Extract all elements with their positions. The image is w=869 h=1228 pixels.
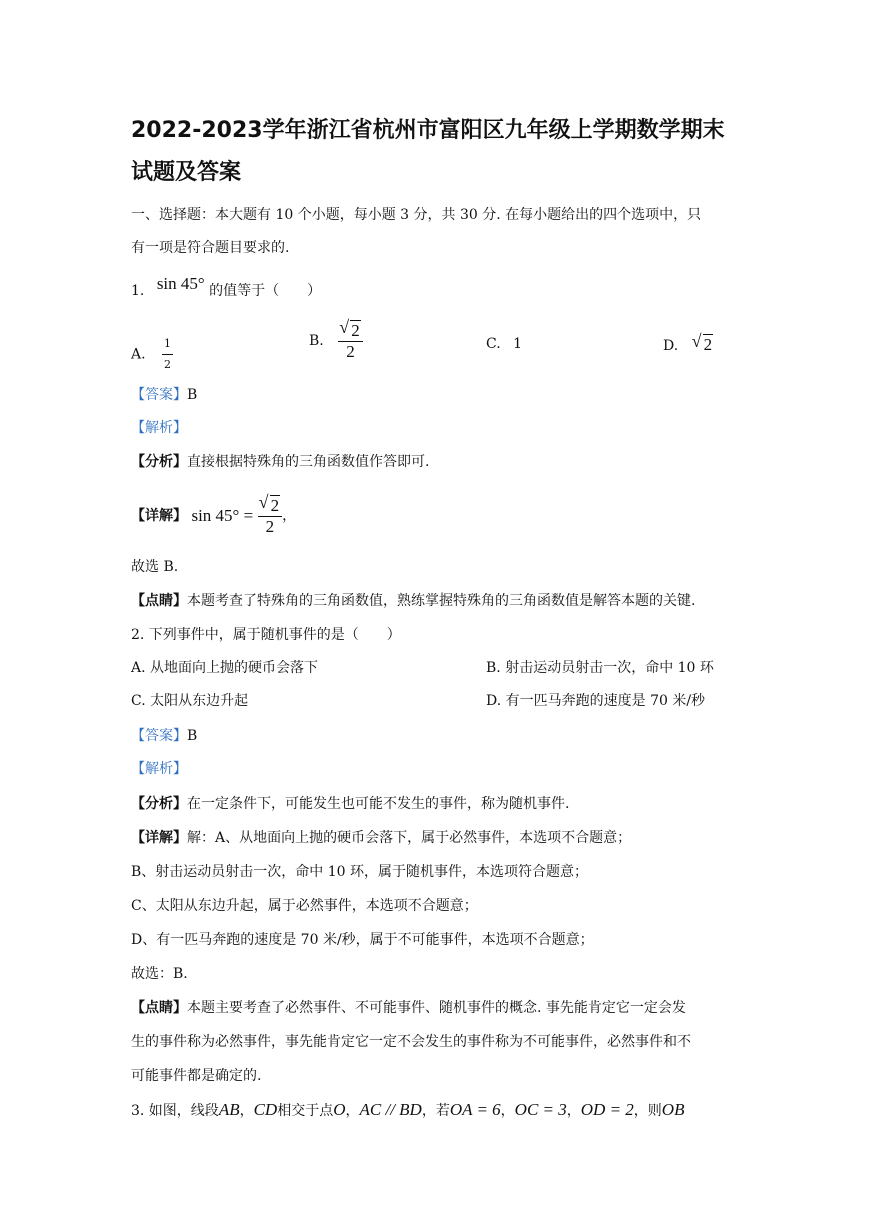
- q3-segment-ab: AB: [218, 1100, 240, 1119]
- q2-dianjing-line2: 生的事件称为必然事件，事先能肯定它一定不会发生的事件称为不可能事件，必然事件和不: [131, 1034, 691, 1050]
- q2-xiangjie-line3: C、太阳从东边升起，属于必然事件，本选项不合题意；: [131, 898, 478, 914]
- q2-fenxi: [131, 794, 569, 814]
- q1-analysis-tag: 【解析】: [131, 420, 187, 436]
- q1-dianjing-text: 本题考查了特殊角的三角函数值，熟练掌握特殊角的三角函数值是解答本题的关键.: [187, 593, 696, 609]
- q3-text-3: 相交于点: [277, 1103, 334, 1119]
- q3-text-6: ，: [500, 1103, 515, 1119]
- q1-xiangjie-tag: 【详解】: [131, 508, 187, 524]
- q2-fenxi-tag: 【分析】: [131, 796, 187, 812]
- q1-option-d: [663, 334, 713, 356]
- q1-fenxi: [131, 452, 429, 472]
- q1-expression: sin 45°: [156, 274, 205, 293]
- section1-instructions-line1: 一、选择题：本大题有 10 个小题，每小题 3 分，共 30 分. 在每小题给出的四个选项中，只: [131, 207, 702, 223]
- q3-text-7: ，: [566, 1103, 581, 1119]
- q2-xiangjie-text1: 解：A、从地面向上抛的硬币会落下，属于必然事件，本选项不合题意；: [187, 830, 632, 846]
- q3-oa: OA = 6: [449, 1100, 501, 1119]
- q1-option-b-label: B.: [309, 333, 324, 349]
- q1-option-d-radicand: 2: [703, 335, 713, 354]
- q1-xiangjie-numerator: [258, 495, 283, 517]
- q1-option-d-sqrt: [693, 335, 714, 354]
- q3-text-5: ，若: [421, 1103, 450, 1119]
- q1-option-c-label: C.: [486, 336, 501, 352]
- q2-fenxi-text: 在一定条件下，可能发生也可能不发生的事件，称为随机事件.: [187, 796, 570, 812]
- q1-answer-tag: 【答案】: [131, 387, 187, 403]
- q3-text-4: ，: [345, 1103, 360, 1119]
- q2-xiangjie-line4: D、有一匹马奔跑的速度是 70 米/秒，属于不可能事件，本选项不合题意；: [131, 932, 594, 948]
- q1-answer-value: B: [187, 387, 198, 403]
- q3-stem: [131, 1100, 684, 1121]
- q1-xiangjie-tail: ，: [282, 508, 297, 524]
- q1-xiangjie-radicand: 2: [270, 496, 280, 515]
- q2-dianjing-tag: 【点睛】: [131, 1000, 187, 1016]
- q1-option-c-value: 1: [513, 336, 523, 352]
- q2-analysis-tag: 【解析】: [131, 761, 187, 777]
- q1-answer: [131, 385, 197, 405]
- q1-choose: 故选 B.: [131, 559, 179, 575]
- q1-stem: [131, 274, 322, 301]
- q3-point-o: O: [333, 1100, 346, 1119]
- q3-text-2: ，: [239, 1103, 254, 1119]
- document-title-line1: 2022-2023学年浙江省杭州市富阳区九年级上学期数学期末: [131, 118, 725, 143]
- q2-dianjing-text1: 本题主要考查了必然事件、不可能事件、随机事件的概念. 事先能肯定它一定会发: [187, 1000, 686, 1016]
- q2-option-c: C. 太阳从东边升起: [131, 693, 249, 709]
- q1-number: 1.: [131, 283, 145, 299]
- q2-answer-tag: 【答案】: [131, 728, 187, 744]
- q3-oc: OC = 3: [514, 1100, 567, 1119]
- q2-answer: [131, 726, 197, 746]
- q2-xiangjie-tag: 【详解】: [131, 830, 187, 846]
- q1-xiangjie-fraction: [258, 495, 283, 537]
- q1-option-b-fraction: [338, 320, 363, 362]
- q2-dianjing-line1: [131, 998, 686, 1018]
- q1-option-b-numerator: [338, 320, 363, 342]
- q1-xiangjie-denominator: 2: [265, 517, 275, 536]
- q1-fenxi-text: 直接根据特殊角的三角函数值作答即可.: [187, 454, 430, 470]
- section1-instructions-line2: 有一项是符合题目要求的.: [131, 240, 290, 256]
- q2-option-d: D. 有一匹马奔跑的速度是 70 米/秒: [486, 693, 706, 709]
- q1-option-d-label: D.: [663, 338, 679, 354]
- q1-option-a-fraction: [162, 334, 173, 375]
- q2-xiangjie-line2: B、射击运动员射击一次，命中 10 环，属于随机事件，本选项符合题意；: [131, 864, 589, 880]
- q1-option-b: [309, 320, 363, 362]
- q3-text-1: 3. 如图，线段: [131, 1103, 219, 1119]
- q1-option-b-radicand: 2: [351, 321, 360, 340]
- q1-option-a-label: A.: [131, 346, 146, 363]
- q1-option-c: [486, 334, 522, 354]
- q3-text-8: ，则: [633, 1103, 662, 1119]
- q1-option-a-numerator: 1: [162, 334, 173, 355]
- q1-xiangjie-expr: sin 45° =: [191, 506, 254, 525]
- q3-parallel: AC // BD: [359, 1100, 422, 1119]
- q1-dianjing-tag: 【点睛】: [131, 593, 187, 609]
- q2-choose: 故选：B.: [131, 966, 188, 982]
- q2-option-a: A. 从地面向上抛的硬币会落下: [131, 660, 319, 676]
- q2-answer-value: B: [187, 728, 198, 744]
- q3-segment-cd: CD: [253, 1100, 278, 1119]
- document-title-line2: 试题及答案: [131, 160, 242, 185]
- q2-dianjing-line3: 可能事件都是确定的.: [131, 1068, 262, 1084]
- q1-dianjing: [131, 591, 695, 611]
- q1-option-a-denominator: 2: [164, 358, 172, 371]
- q1-stem-text: 的值等于（ ）: [209, 283, 322, 299]
- q3-od: OD = 2: [580, 1100, 634, 1119]
- q1-option-b-denominator: 2: [346, 342, 355, 361]
- q2-stem: 2. 下列事件中，属于随机事件的是（ ）: [131, 627, 401, 643]
- q2-option-b: B. 射击运动员射击一次，命中 10 环: [486, 660, 714, 676]
- q1-option-a: [131, 334, 173, 375]
- q3-ob: OB: [661, 1100, 685, 1119]
- q2-xiangjie-line1: [131, 828, 631, 848]
- q1-xiangjie: [131, 495, 296, 539]
- q1-fenxi-tag: 【分析】: [131, 454, 187, 470]
